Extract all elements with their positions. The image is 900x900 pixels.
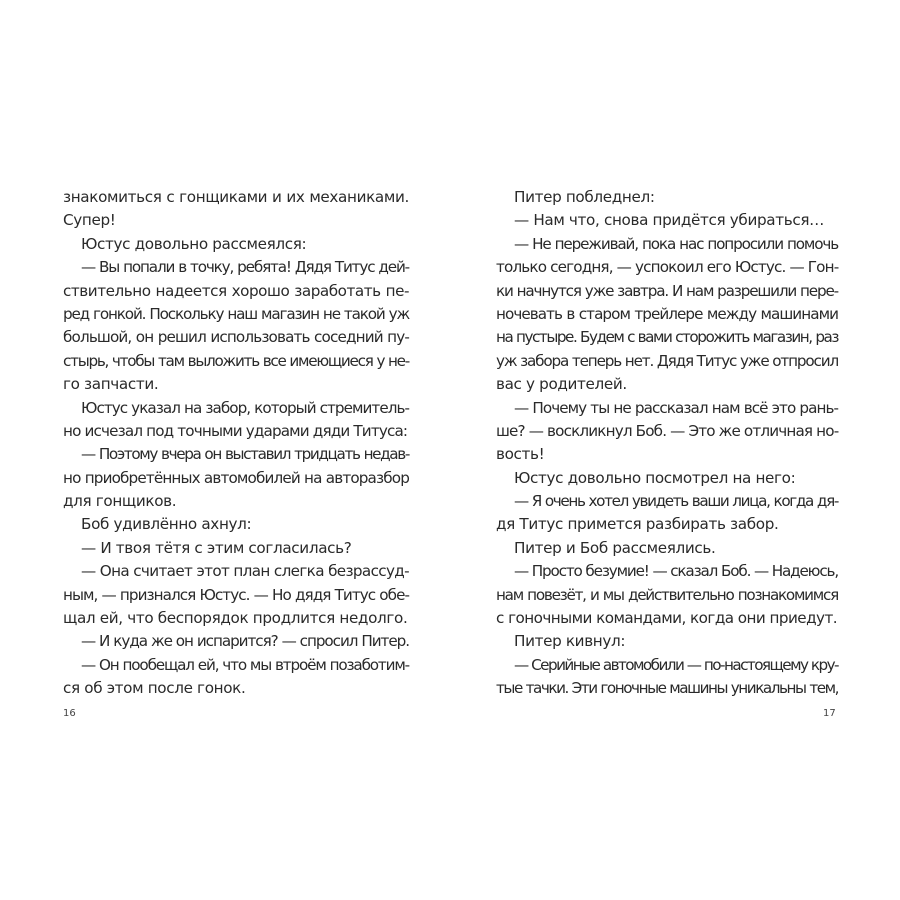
text-line: — Просто безумие! — сказал Боб. — Надеюсь,	[514, 562, 838, 581]
text-line: Юстус довольно рассмеялся:	[81, 234, 307, 253]
text-line: — Она считает этот план слегка безрассуд-	[81, 562, 409, 581]
text-line: только сегодня, — успокоил его Юстус. — Гон-	[496, 258, 839, 277]
text-line: вас у родителей.	[496, 375, 627, 394]
text-line: Юстус указал на забор, который стремитель-	[81, 398, 409, 417]
text-line: ночевать в старом трейлере между машинами	[496, 304, 838, 323]
text-line: с гоночными командами, когда они приедут.	[496, 609, 838, 628]
text-line: ся об этом после гонок.	[63, 679, 246, 698]
right-page-text	[496, 186, 838, 701]
text-line: но приобретённых автомобилей на авторазбор	[63, 468, 409, 487]
text-line: — Поэтому вчера он выставил тридцать недав-	[81, 445, 409, 464]
text-line: Питер и Боб рассмеялись.	[514, 538, 716, 557]
text-line: ным, — признался Юстус. — Но дядя Титус обе-	[63, 585, 409, 604]
text-line: Питер кивнул:	[514, 632, 626, 651]
text-line: — Он пообещал ей, что мы втроём позаботим-	[81, 655, 409, 674]
text-line: го запчасти.	[63, 375, 159, 394]
text-line: знакомиться с гонщиками и их механиками.	[63, 188, 409, 206]
text-line: Питер побледнел:	[514, 188, 655, 206]
text-line: щал ей, что беспорядок продлится недолго.	[63, 609, 408, 628]
text-line: но исчезал под точными ударами дяди Титуса:	[63, 421, 408, 440]
text-line: большой, он решил использовать соседний пу-	[63, 328, 409, 347]
text-line: — И куда же он испарится? — спросил Питер.	[81, 632, 409, 651]
text-line: уж забора теперь нет. Дядя Титус уже отпросил	[496, 351, 838, 370]
text-line: — Серийные автомобили — по-настоящему кру-	[514, 655, 838, 674]
text-line: Боб удивлённо ахнул:	[81, 515, 252, 534]
text-line: тые тачки. Эти гоночные машины уникальны тем,	[496, 679, 838, 698]
page-number-right: 17	[823, 708, 836, 719]
text-line: ствительно надеется хорошо заработать пе-	[63, 281, 409, 300]
text-line: — Я очень хотел увидеть ваши лица, когда дя-	[514, 492, 838, 511]
page-number-left: 16	[63, 708, 76, 719]
left-page-text	[63, 186, 409, 701]
text-line: ред гонкой. Поскольку наш магазин не такой уж	[63, 304, 409, 323]
text-line: Супер!	[63, 211, 116, 230]
text-line: на пустыре. Будем с вами сторожить магазин, раз	[496, 328, 838, 347]
text-line: Юстус довольно посмотрел на него:	[514, 468, 796, 487]
text-line: нам повезёт, и мы действительно познакомимся	[496, 585, 838, 604]
text-line: — Вы попали в точку, ребята! Дядя Титус дей-	[81, 258, 409, 277]
text-line: дя Титус примется разбирать забор.	[496, 515, 779, 534]
text-line: — И твоя тётя с этим согласилась?	[81, 538, 352, 557]
text-line: — Не переживай, пока нас попросили помочь	[514, 234, 838, 253]
text-line: для гонщиков.	[63, 492, 177, 511]
text-line: ше? — воскликнул Боб. — Это же отличная но-	[496, 421, 839, 440]
text-line: стырь, чтобы там выложить все имеющиеся у не-	[63, 351, 409, 370]
text-line: вость!	[496, 445, 545, 464]
text-line: ки начнутся уже завтра. И нам разрешили пере-	[496, 281, 838, 300]
text-line: — Почему ты не рассказал нам всё это рань-	[514, 398, 838, 417]
text-line: — Нам что, снова придётся убираться…	[514, 211, 824, 230]
